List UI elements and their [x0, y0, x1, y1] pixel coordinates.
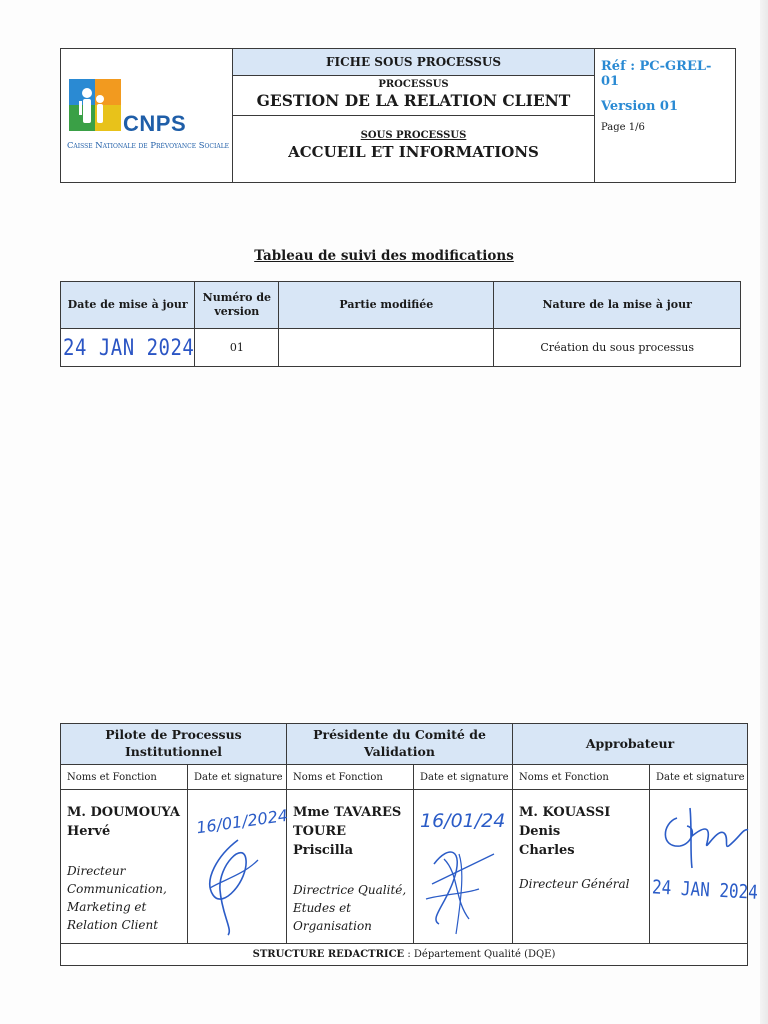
handwritten-date: 16/01/2024 [195, 805, 290, 838]
col-header-version: Numéro de version [195, 282, 279, 329]
signature-row [61, 790, 748, 944]
version-label: Version 01 [601, 99, 679, 114]
group-pilot: Pilote de Processus Institutionnel [61, 724, 287, 765]
signature-icon [188, 810, 287, 940]
table-row [61, 329, 741, 367]
col-names-1: Noms et Fonction [61, 765, 188, 790]
document-header [60, 48, 736, 183]
signature-group-row [61, 724, 748, 765]
signature-icon [652, 798, 751, 878]
page-edge [760, 0, 768, 1024]
person-name: M. KOUASSI Denis [519, 805, 611, 839]
date-stamp: 24 JAN 2024 [651, 875, 759, 904]
nature-cell: Création du sous processus [494, 329, 741, 367]
modifications-table [60, 281, 741, 367]
signature-box-approver [650, 790, 759, 944]
person-name: TOURE Priscilla [293, 823, 354, 858]
logo-cell [61, 49, 233, 182]
title-cell [233, 49, 595, 182]
logo-text: CNPS [123, 111, 187, 136]
subprocess-name: ACCUEIL ET INFORMATIONS [288, 143, 539, 161]
footer-label: STRUCTURE REDACTRICE [252, 949, 405, 960]
date-stamp: 24 JAN 2024 [63, 334, 195, 361]
col-header-part: Partie modifiée [279, 282, 494, 329]
person-approver [513, 790, 650, 944]
page-number: Page 1/6 [601, 122, 645, 133]
group-approver: Approbateur [513, 724, 748, 765]
person-function: Directeur Général [519, 876, 630, 891]
person-name: M. DOUMOUYA [67, 805, 180, 820]
col-date-2: Date et signature [414, 765, 513, 790]
signature-table [60, 723, 759, 966]
date-cell [61, 329, 195, 367]
cnps-logo-icon [69, 79, 121, 131]
col-names-3: Noms et Fonction [513, 765, 650, 790]
person-pilot [61, 790, 188, 944]
part-cell [279, 329, 494, 367]
group-president: Présidente du Comité de Validation [287, 724, 513, 765]
person-name: Hervé [67, 823, 111, 839]
version-cell: 01 [195, 329, 279, 367]
doc-type: FICHE SOUS PROCESSUS [233, 49, 594, 76]
footer-value: : Département Qualité (DQE) [404, 949, 556, 960]
person-president [287, 790, 414, 944]
col-date-1: Date et signature [188, 765, 287, 790]
process-name: GESTION DE LA RELATION CLIENT [256, 91, 571, 110]
subprocess-block [233, 116, 594, 182]
logo-subtitle: Caisse Nationale de Prévoyance Sociale [67, 140, 230, 150]
col-header-nature: Nature de la mise à jour [494, 282, 741, 329]
person-name: Mme TAVARES [293, 805, 402, 820]
handwritten-date: 16/01/24 [420, 810, 506, 832]
subprocess-label: SOUS PROCESSUS [360, 130, 467, 141]
modifications-header-row [61, 282, 741, 329]
person-function: Directrice Qualité, Etudes et Organisation [293, 882, 407, 933]
footer-row [61, 944, 748, 966]
reference-code: Réf : PC-GREL-01 [601, 59, 712, 89]
process-block [233, 76, 594, 116]
person-name: Charles [519, 842, 575, 858]
reference-cell [595, 49, 735, 182]
writing-structure [61, 944, 748, 966]
process-label: PROCESSUS [378, 79, 449, 90]
signature-subheader-row [61, 765, 748, 790]
signature-box-president [414, 790, 513, 944]
signature-icon [414, 824, 513, 944]
col-date-3: Date et signature [650, 765, 748, 790]
col-header-date: Date de mise à jour [61, 282, 195, 329]
signature-box-pilot [188, 790, 290, 944]
col-names-2: Noms et Fonction [287, 765, 414, 790]
person-function: Directeur Communication, Marketing et Relation Client [67, 863, 167, 932]
modifications-title: Tableau de suivi des modifications [254, 248, 514, 264]
